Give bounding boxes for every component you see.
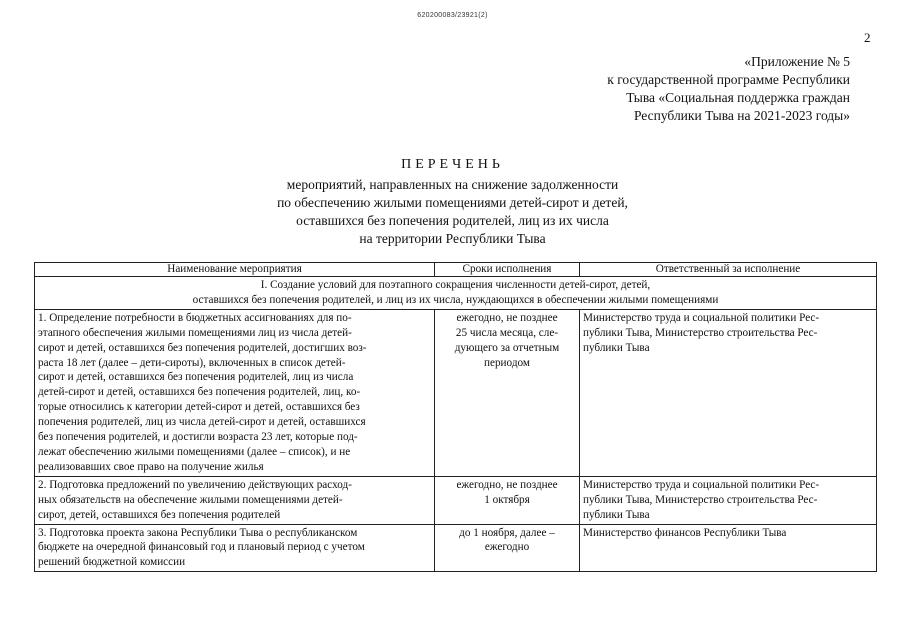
cell-line: Министерство труда и социальной политики Рес- <box>583 311 820 324</box>
cell-line: ных обязательств на обеспечение жилыми помещениями детей- <box>38 493 343 506</box>
responsible-cell <box>580 476 877 524</box>
page-number: 2 <box>864 30 871 45</box>
cell-line: попечения родителей, лиц из числа детей-сирот и детей, оставшихся <box>38 416 366 429</box>
document-subtitle <box>0 176 905 248</box>
appendix-line: Тыва «Социальная поддержка граждан <box>626 90 850 105</box>
section-line: I. Создание условий для поэтапного сокращения численности детей-сирот, детей, <box>260 279 651 291</box>
appendix-line: «Приложение № 5 <box>744 54 850 69</box>
section-heading <box>35 277 877 310</box>
measure-name-cell <box>35 309 435 476</box>
cell-line: этапного обеспечения жилыми помещениями лиц из числа детей- <box>38 326 352 339</box>
cell-line: 1. Определение потребности в бюджетных ассигнованиях для по- <box>38 311 352 324</box>
cell-line: публики Тыва, Министерство строительства Рес- <box>583 493 818 506</box>
cell-line: сирот и детей, оставшихся без попечения родителей, лиц из числа <box>38 371 354 384</box>
cell-line: Министерство труда и социальной политики Рес- <box>583 478 820 491</box>
subtitle-line: по обеспечению жилыми помещениями детей-сирот и детей, <box>277 195 628 210</box>
appendix-line: к государственной программе Республики <box>607 72 850 87</box>
cell-line: бюджете на очередной финансовый год и плановый период с учетом <box>38 541 365 554</box>
measure-name-cell <box>35 476 435 524</box>
section-line: оставшихся без попечения родителей, и лиц из их числа, нуждающихся в обеспечении жилыми помещениями <box>192 293 719 306</box>
document-title: ПЕРЕЧЕНЬ <box>401 157 504 172</box>
subtitle-line: на территории Республики Тыва <box>359 231 546 246</box>
cell-line: периодом <box>484 356 530 369</box>
table-header-row <box>35 263 877 277</box>
cell-line: 25 числа месяца, сле- <box>455 326 559 339</box>
document-id: 620200083/23921(2) <box>417 12 488 19</box>
cell-line: 2. Подготовка предложений по увеличению действующих расход- <box>38 478 352 491</box>
cell-line: Министерство финансов Республики Тыва <box>583 526 787 539</box>
responsible-cell <box>580 309 877 476</box>
cell-line: ежегодно, не позднее <box>456 311 558 324</box>
cell-line: сирот и детей, оставшихся без попечения родителей, достигших воз- <box>38 341 367 354</box>
cell-line: торые относились к категории детей-сирот и детей, оставшихся без <box>38 401 360 414</box>
column-header-responsible: Ответственный за исполнение <box>580 263 877 277</box>
table-row <box>35 524 877 572</box>
cell-line: лежат обеспечению жилыми помещениями (далее – список), и не <box>38 445 351 458</box>
term-cell <box>435 524 580 572</box>
cell-line: дующего за отчетным <box>454 341 560 354</box>
section-row <box>35 277 877 310</box>
table-row <box>35 476 877 524</box>
cell-line: детей-сирот и детей, оставшихся без попечения родителей, лиц, ко- <box>38 386 361 399</box>
responsible-cell <box>580 524 877 572</box>
cell-line: сирот, детей, оставшихся без попечения родителей <box>38 508 281 521</box>
cell-line: публики Тыва <box>583 508 650 521</box>
cell-line: публики Тыва, Министерство строительства Рес- <box>583 326 818 339</box>
appendix-note <box>540 53 850 125</box>
measures-table <box>34 262 877 572</box>
cell-line: раста 18 лет (далее – дети-сироты), включенных в список детей- <box>38 356 346 369</box>
measure-name-cell <box>35 524 435 572</box>
cell-line: ежегодно, не позднее <box>456 478 558 491</box>
cell-line: без попечения родителей, и достигли возраста 23 лет, которые под- <box>38 431 358 444</box>
cell-line: решений бюджетной комиссии <box>38 556 186 569</box>
cell-line: 1 октября <box>484 493 530 506</box>
subtitle-line: оставшихся без попечения родителей, лиц из их числа <box>296 213 609 228</box>
cell-line: 3. Подготовка проекта закона Республики Тыва о республиканском <box>38 526 358 539</box>
cell-line: реализовавших свое право на получение жилья <box>38 460 264 473</box>
cell-line: публики Тыва <box>583 341 650 354</box>
column-header-name: Наименование мероприятия <box>35 263 435 277</box>
cell-line: до 1 ноября, далее – <box>459 526 555 539</box>
appendix-line: Республики Тыва на 2021-2023 годы» <box>633 108 850 123</box>
column-header-term: Сроки исполнения <box>435 263 580 277</box>
subtitle-line: мероприятий, направленных на снижение задолженности <box>286 177 619 192</box>
term-cell <box>435 476 580 524</box>
cell-line: ежегодно <box>484 541 530 554</box>
term-cell <box>435 309 580 476</box>
table-row <box>35 309 877 476</box>
